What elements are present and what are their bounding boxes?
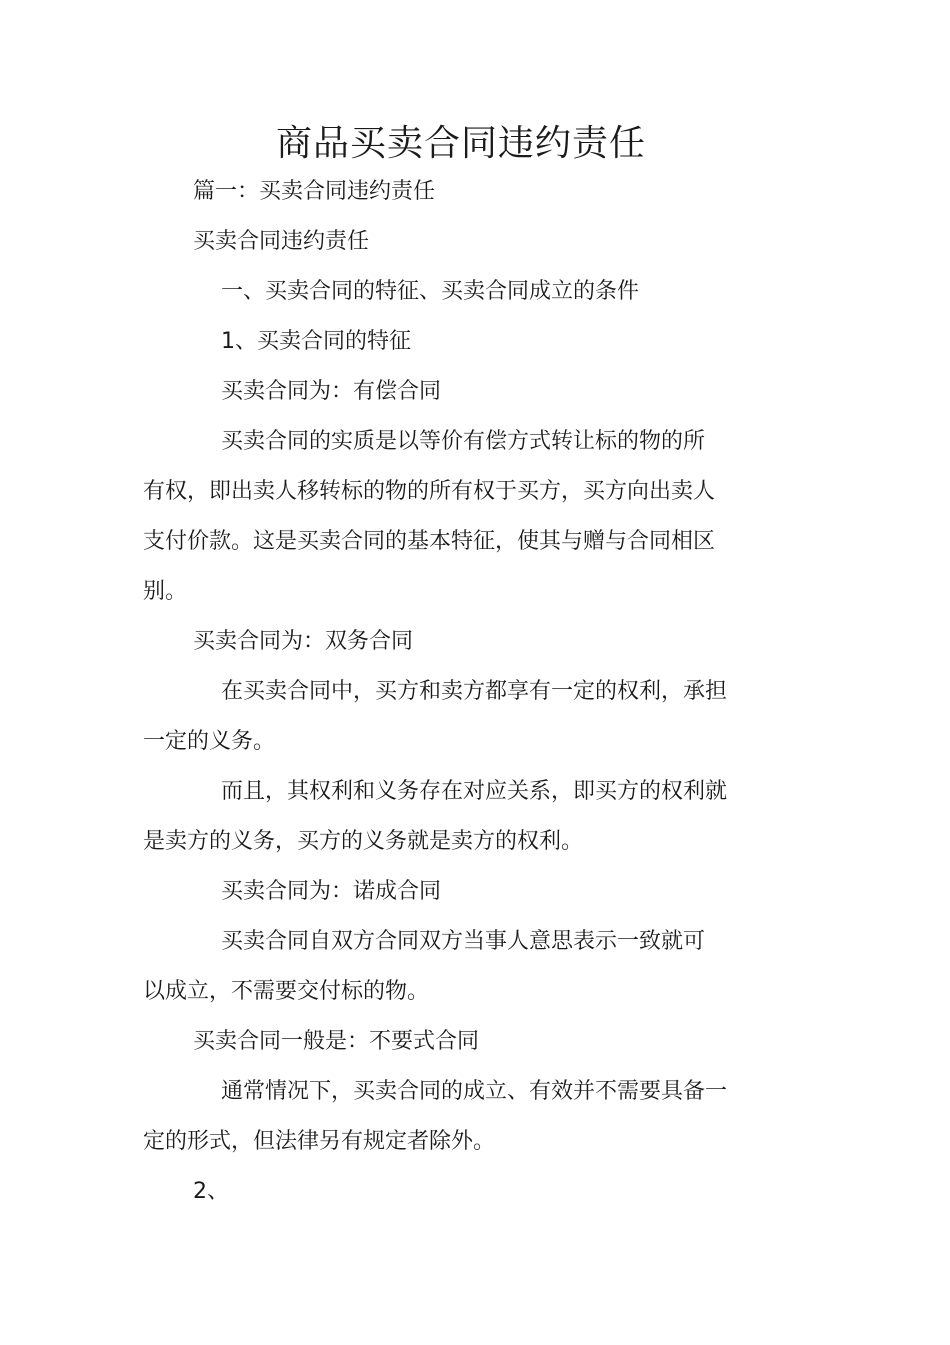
heading-level-2: 1、买卖合同的特征 <box>221 329 411 354</box>
document-title: 商品买卖合同违约责任 <box>275 123 646 164</box>
paragraph-line: 是卖方的义务，买方的义务就是卖方的权利。 <box>143 829 584 854</box>
paragraph-line: 有权，即出卖人移转标的物的所有权于买方，买方向出卖人 <box>143 479 716 504</box>
paragraph-line: 买卖合同为：双务合同 <box>193 629 414 654</box>
heading-level-1: 一、买卖合同的特征、买卖合同成立的条件 <box>221 279 640 304</box>
paragraph-line: 通常情况下，买卖合同的成立、有效并不需要具备一 <box>221 1079 728 1104</box>
paragraph-line: 一定的义务。 <box>143 729 276 754</box>
paragraph-line: 买卖合同为：诺成合同 <box>221 879 442 904</box>
paragraph-line: 而且，其权利和义务存在对应关系，即买方的权利就 <box>221 779 728 804</box>
paragraph-line: 买卖合同为：有偿合同 <box>221 379 442 404</box>
paragraph-line: 以成立，不需要交付标的物。 <box>143 979 430 1004</box>
paragraph-line: 定的形式，但法律另有规定者除外。 <box>143 1129 496 1154</box>
paragraph-line: 买卖合同的实质是以等价有偿方式转让标的物的所 <box>221 429 706 454</box>
subheading: 买卖合同违约责任 <box>193 229 370 254</box>
paragraph-line: 买卖合同一般是：不要式合同 <box>193 1029 480 1054</box>
heading-level-2: 2、 <box>193 1179 229 1204</box>
paragraph-line: 在买卖合同中，买方和卖方都享有一定的权利，承担 <box>221 679 728 704</box>
paragraph-line: 买卖合同自双方合同双方当事人意思表示一致就可 <box>221 929 706 954</box>
paragraph-line: 支付价款。这是买卖合同的基本特征，使其与赠与合同相区 <box>143 529 716 554</box>
section-heading: 篇一：买卖合同违约责任 <box>193 179 436 204</box>
paragraph-line: 别。 <box>143 579 188 604</box>
